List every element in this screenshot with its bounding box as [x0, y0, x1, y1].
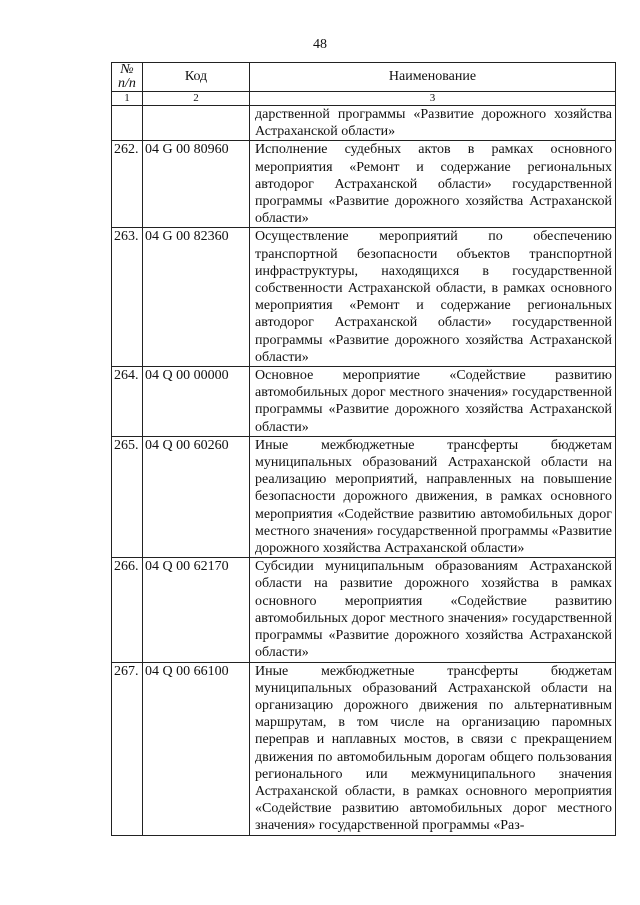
- row-name: Иные межбюджетные трансферты бюджетам муниципальных образований Астраханской области на реализацию мероприятий, направленных на повышение безопасности дорожного движения, в рамках основного мероприятия «Содействие развитию автомобильных дорог местного значения» государственной программы «Развитие дорожного хозяйства Астраханской области»: [250, 436, 616, 557]
- table-row: [112, 436, 616, 557]
- column-index-3: 3: [250, 92, 616, 106]
- row-name: Осуществление мероприятий по обеспечению транспортной безопасности объектов транспортной инфраструктуры, находящихся в государственной собственности Астраханской области, в рамках основного мероприятия «Ремонт и содержание региональных автодорог Астраханской области» государственной программы «Развитие дорожного хозяйства Астраханской области»: [250, 228, 616, 367]
- row-name: Исполнение судебных актов в рамках основного мероприятия «Ремонт и содержание региональных автодорог Астраханской области» государственной программы «Развитие дорожного хозяйства Астраханской области»: [250, 141, 616, 228]
- continuation-name: дарственной программы «Развитие дорожного хозяйства Астраханской области»: [250, 106, 616, 141]
- header-code: Код: [143, 63, 250, 92]
- continuation-code: [143, 106, 250, 141]
- page-bottom-margin: [0, 885, 640, 905]
- row-name: Иные межбюджетные трансферты бюджетам муниципальных образований Астраханской области на организацию дорожного движения по альтернативным маршрутам, в том числе на организацию паромных переправ и наплавных мостов, в связи с прекращением движения по автомобильным дорогам общего пользования регионального или межмуниципального значения Астраханской области, в рамках основного мероприятия «Содействие развитию автомобильных дорог местного значения» государственной программы «Раз-: [250, 662, 616, 835]
- row-number: 262.: [112, 141, 143, 228]
- table-row: [112, 141, 616, 228]
- header-number-abbr: п/п: [118, 76, 136, 91]
- column-index-2: 2: [143, 92, 250, 106]
- continuation-num: [112, 106, 143, 141]
- row-number: 267.: [112, 662, 143, 835]
- header-name: Наименование: [250, 63, 616, 92]
- header-number: [112, 63, 143, 92]
- column-index-1: 1: [112, 92, 143, 106]
- row-code: 04 G 00 80960: [143, 141, 250, 228]
- page-number: 48: [313, 37, 327, 52]
- row-code: 04 Q 00 60260: [143, 436, 250, 557]
- header-number-symbol: №: [120, 62, 134, 77]
- table-row: [112, 662, 616, 835]
- row-number: 263.: [112, 228, 143, 367]
- row-number: 265.: [112, 436, 143, 557]
- row-code: 04 Q 00 66100: [143, 662, 250, 835]
- table-row: [112, 558, 616, 662]
- row-number: 266.: [112, 558, 143, 662]
- row-code: 04 Q 00 00000: [143, 367, 250, 437]
- continuation-row: [112, 106, 616, 141]
- budget-classification-table: [111, 62, 616, 836]
- table-row: [112, 367, 616, 437]
- row-name: Основное мероприятие «Содействие развитию автомобильных дорог местного значения» государственной программы «Развитие дорожного хозяйства Астраханской области»: [250, 367, 616, 437]
- row-name: Субсидии муниципальным образованиям Астраханской области на развитие дорожного хозяйства в рамках основного мероприятия «Содействие развитию автомобильных дорог местного значения» государственной программы «Развитие дорожного хозяйства Астраханской области»: [250, 558, 616, 662]
- row-number: 264.: [112, 367, 143, 437]
- table-header-row: [112, 63, 616, 92]
- row-code: 04 Q 00 62170: [143, 558, 250, 662]
- column-index-row: [112, 92, 616, 106]
- row-code: 04 G 00 82360: [143, 228, 250, 367]
- table-row: [112, 228, 616, 367]
